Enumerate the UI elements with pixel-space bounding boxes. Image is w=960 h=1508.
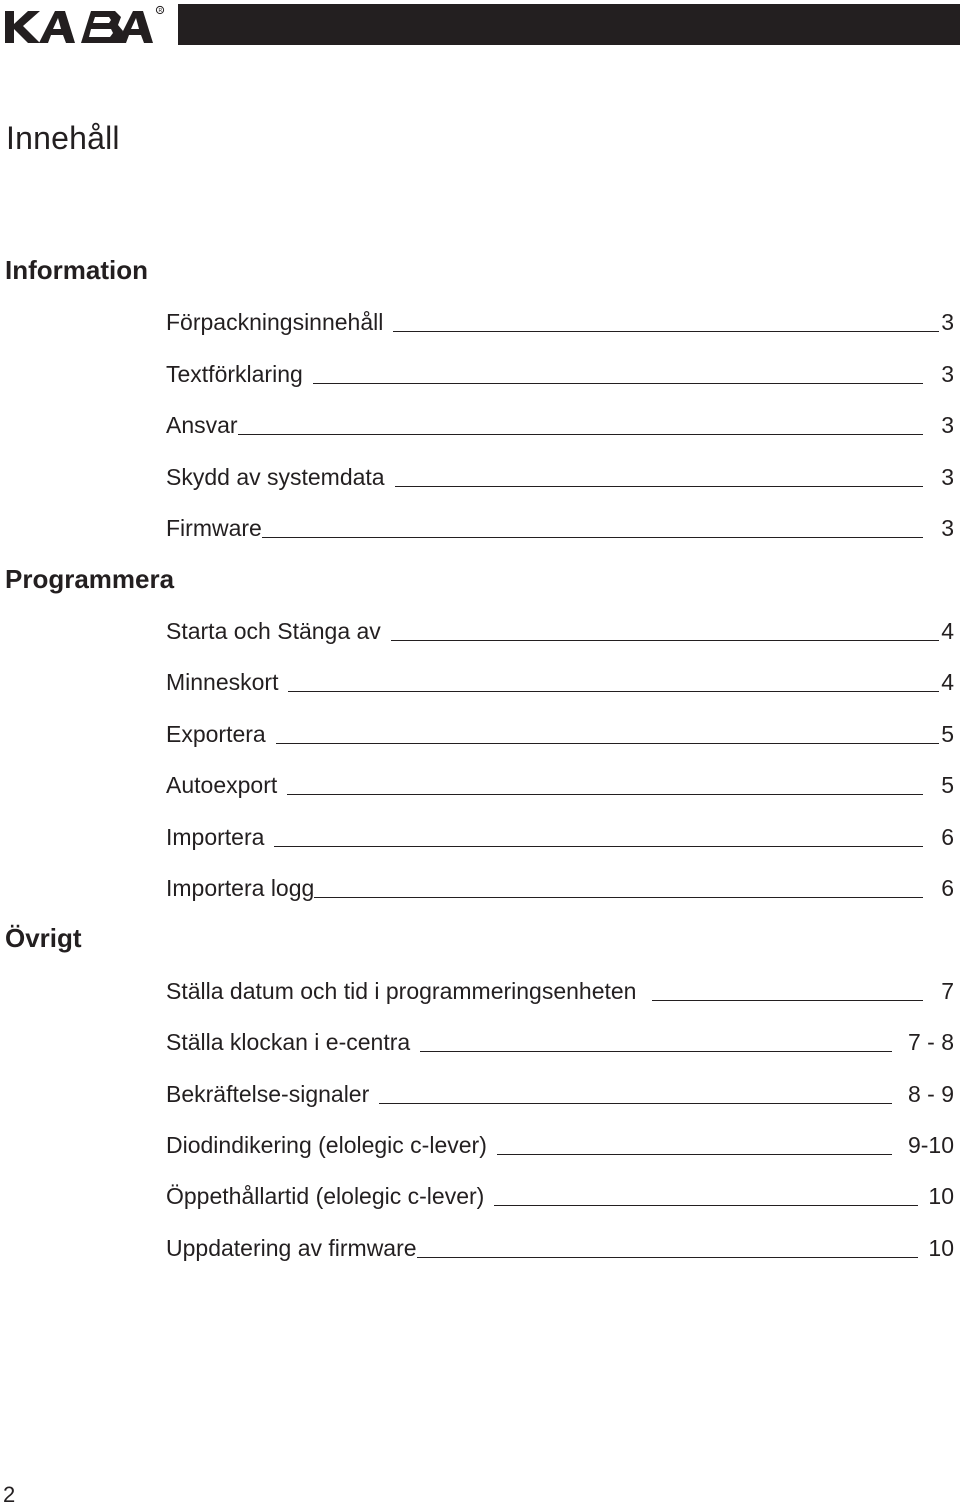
toc-leader-line: [287, 793, 923, 795]
toc-entry[interactable]: [166, 1180, 954, 1210]
page-title: Innehåll: [6, 120, 120, 156]
toc-leader-line: [313, 382, 923, 384]
toc-entry[interactable]: [166, 358, 954, 388]
kaba-logo: [5, 5, 165, 45]
toc-entry-page: 3: [941, 361, 954, 387]
toc-entry-label: Ställa datum och tid i programmeringsenheten: [166, 978, 637, 1004]
toc-entry[interactable]: [166, 409, 954, 439]
toc-leader-line: [274, 845, 923, 847]
toc-entry-page: 10: [928, 1183, 954, 1209]
toc-leader-line: [497, 1153, 892, 1155]
toc-entry-page: 3: [941, 464, 954, 490]
toc-leader-line: [494, 1204, 918, 1206]
toc-leader-line: [652, 999, 923, 1001]
toc-entry[interactable]: [166, 1232, 954, 1262]
toc-entry[interactable]: [166, 615, 954, 645]
toc-leader-line: [391, 639, 939, 641]
toc-entry-label: Importera: [166, 824, 265, 850]
page-number: 2: [3, 1482, 16, 1507]
toc-leader-line: [393, 330, 939, 332]
toc-entry-page: 5: [941, 772, 954, 798]
toc-entry-label: Öppethållartid (elolegic c-lever): [166, 1183, 485, 1209]
toc-entry-page: 4: [941, 618, 954, 644]
toc-entry-page: 7: [941, 978, 954, 1004]
toc-leader-line: [420, 1050, 892, 1052]
toc-entry-page: 8 - 9: [907, 1081, 954, 1107]
section-heading-ovrigt: Övrigt: [5, 923, 82, 953]
toc-leader-line: [314, 896, 923, 898]
toc-leader-line: [417, 1256, 919, 1258]
toc-entry[interactable]: [166, 1026, 954, 1056]
svg-text:R: R: [158, 8, 163, 14]
toc-entry-label: Ställa klockan i e-centra: [166, 1029, 411, 1055]
toc-entry-page: 9-10: [907, 1132, 954, 1158]
toc-entry[interactable]: [166, 666, 954, 696]
section-heading-information: Information: [5, 255, 148, 285]
toc-entry[interactable]: [166, 718, 954, 748]
toc-entry-page: 6: [941, 875, 954, 901]
toc-entry-page: 3: [941, 515, 954, 541]
toc-entry-label: Förpackningsinnehåll: [166, 309, 384, 335]
toc-entry-label: Firmware: [166, 515, 262, 541]
toc-entry-label: Uppdatering av firmware: [166, 1235, 417, 1261]
toc-entry-label: Autoexport: [166, 772, 278, 798]
toc-entry-page: 3: [941, 412, 954, 438]
toc-entry-page: 7 - 8: [907, 1029, 954, 1055]
toc-leader-line: [395, 485, 924, 487]
toc-leader-line: [288, 690, 939, 692]
header-bar: [0, 0, 960, 48]
toc-entry-label: Minneskort: [166, 669, 279, 695]
toc-entry[interactable]: [166, 872, 954, 902]
toc-entry-label: Exportera: [166, 721, 266, 747]
toc-entry-label: Importera logg: [166, 875, 315, 901]
toc-leader-line: [276, 742, 939, 744]
toc-entry[interactable]: [166, 306, 954, 336]
toc-entry-label: Textförklaring: [166, 361, 303, 387]
toc-entry-page: 6: [941, 824, 954, 850]
toc-entry-label: Bekräftelse-signaler: [166, 1081, 370, 1107]
toc-entry-page: 10: [928, 1235, 954, 1261]
toc-leader-line: [262, 536, 923, 538]
toc-entry[interactable]: [166, 1129, 954, 1159]
toc-entry-page: 4: [941, 669, 954, 695]
toc-entry[interactable]: [166, 769, 954, 799]
toc-entry[interactable]: [166, 512, 954, 542]
toc-entry[interactable]: [166, 1078, 954, 1108]
toc-leader-line: [379, 1102, 892, 1104]
toc-entry[interactable]: [166, 975, 954, 1005]
header-dark-band: [178, 4, 960, 45]
section-heading-programmera: Programmera: [5, 564, 175, 594]
toc-entry[interactable]: [166, 821, 954, 851]
toc-entry-label: Ansvar: [166, 412, 238, 438]
toc-entry-page: 5: [941, 721, 954, 747]
toc-entry-label: Diodindikering (elolegic c-lever): [166, 1132, 487, 1158]
toc-entry-label: Starta och Stänga av: [166, 618, 381, 644]
toc-entry-label: Skydd av systemdata: [166, 464, 385, 490]
toc-leader-line: [238, 433, 924, 435]
toc-entry-page: 3: [941, 309, 954, 335]
toc-entry[interactable]: [166, 461, 954, 491]
